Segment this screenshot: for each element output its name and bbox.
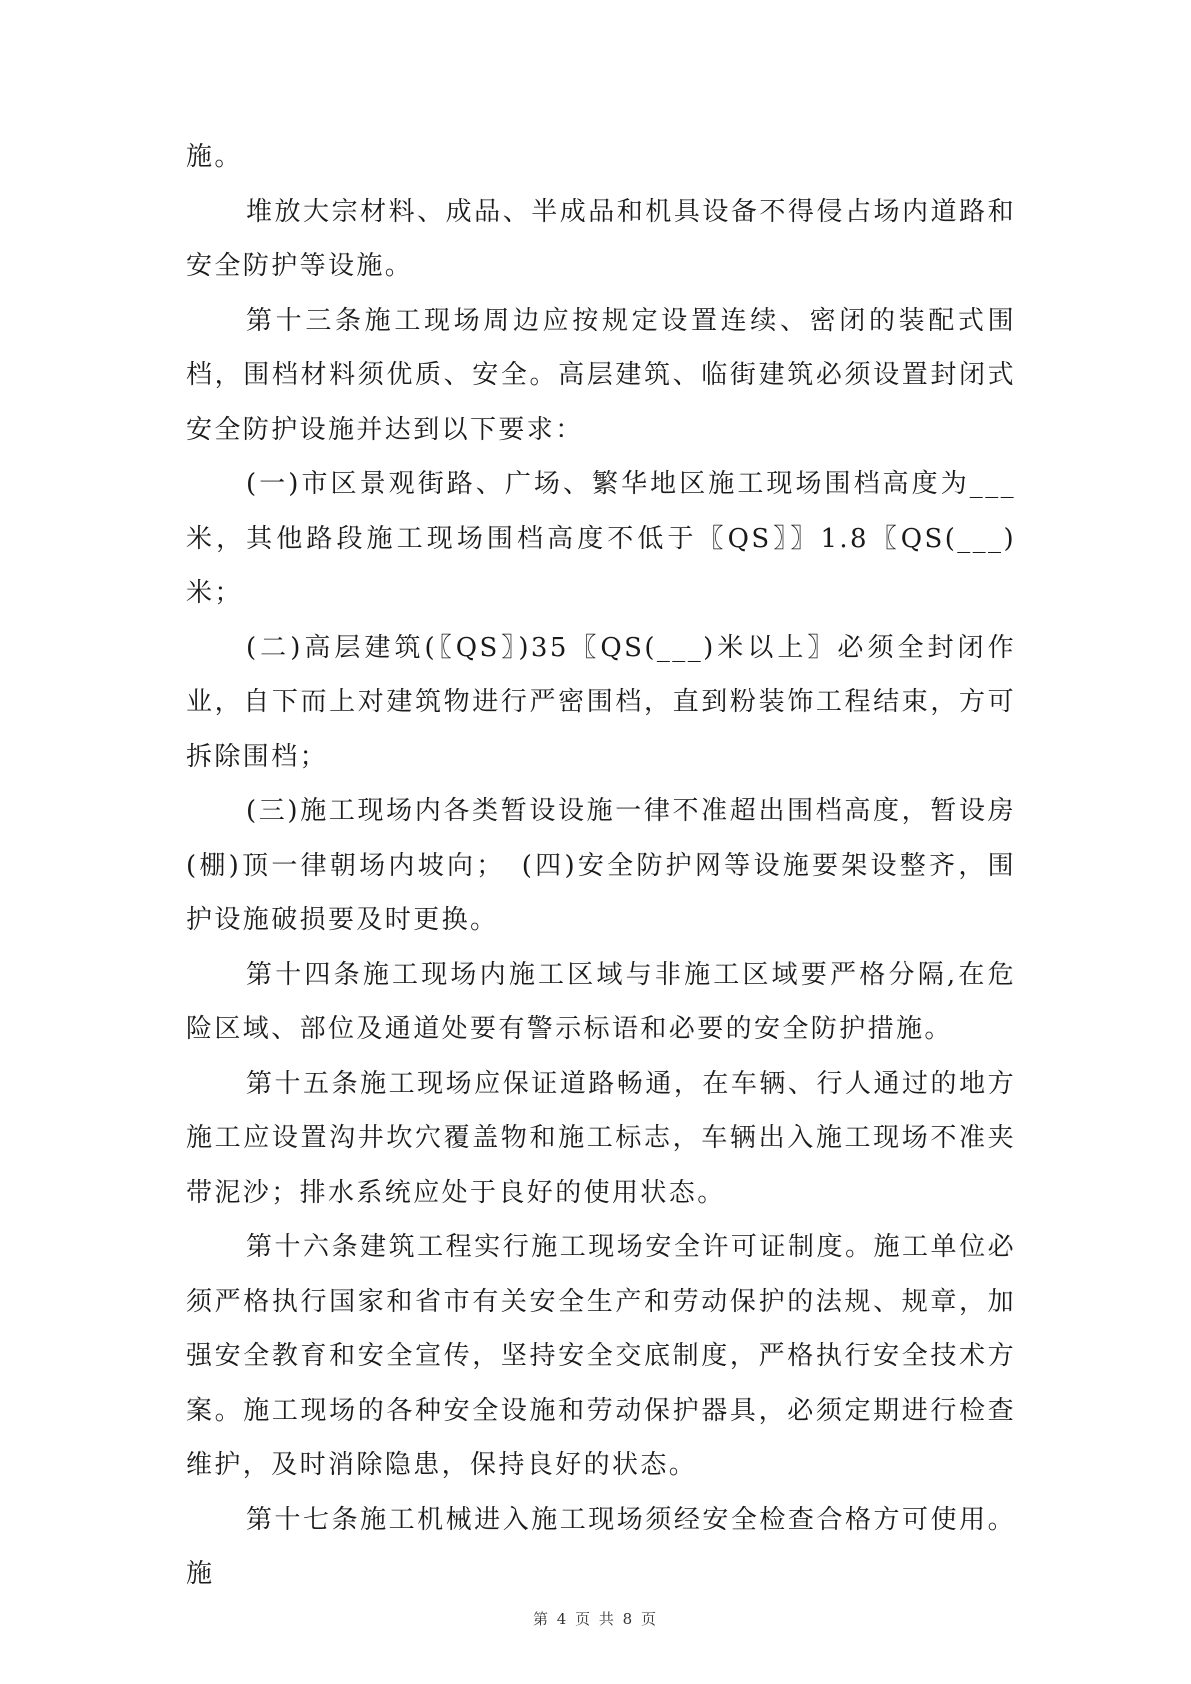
document-body [186, 130, 1016, 1602]
paragraph-1: 施。 [186, 142, 243, 172]
paragraph-6: (三)施工现场内各类暂设设施一律不准超出围档高度，暂设房(棚)顶一律朝场内坡向； (四)安全防护网等设施要架设整齐，围护设施破损要及时更换。 [186, 796, 1016, 935]
paragraph-9: 第十六条建筑工程实行施工现场安全许可证制度。施工单位必须严格执行国家和省市有关安全生产和劳动保护的法规、规章，加强安全教育和安全宣传，坚持安全交底制度，严格执行安全技术方案。施工现场的各种安全设施和劳动保护器具，必须定期进行检查维护，及时消除隐患，保持良好的状态。 [186, 1232, 1016, 1480]
paragraph-8: 第十五条施工现场应保证道路畅通，在车辆、行人通过的地方施工应设置沟井坎穴覆盖物和施工标志，车辆出入施工现场不准夹带泥沙；排水系统应处于良好的使用状态。 [186, 1068, 1016, 1208]
page-footer: 第 4 页 共 8 页 [533, 1610, 658, 1628]
paragraph-5: (二)高层建筑(〖QS〗)35〖QS(___)米以上〗必须全封闭作业，自下而上对建筑物进行严密围档，直到粉装饰工程结束，方可拆除围档； [186, 632, 1016, 772]
paragraph-3: 第十三条施工现场周边应按规定设置连续、密闭的装配式围档，围档材料须优质、安全。高层建筑、临街建筑必须设置封闭式安全防护设施并达到以下要求： [186, 305, 1016, 445]
paragraph-10: 第十七条施工机械进入施工现场须经安全检查合格方可使用。施 [186, 1504, 1016, 1589]
paragraph-7: 第十四条施工现场内施工区域与非施工区域要严格分隔,在危险区域、部位及通道处要有警示标语和必要的安全防护措施。 [186, 959, 1016, 1044]
paragraph-2: 堆放大宗材料、成品、半成品和机具设备不得侵占场内道路和安全防护等设施。 [186, 196, 1016, 281]
paragraph-4: (一)市区景观街路、广场、繁华地区施工现场围档高度为___米，其他路段施工现场围档高度不低于〖QS〗〗1.8〖QS(___)米； [186, 469, 1016, 608]
